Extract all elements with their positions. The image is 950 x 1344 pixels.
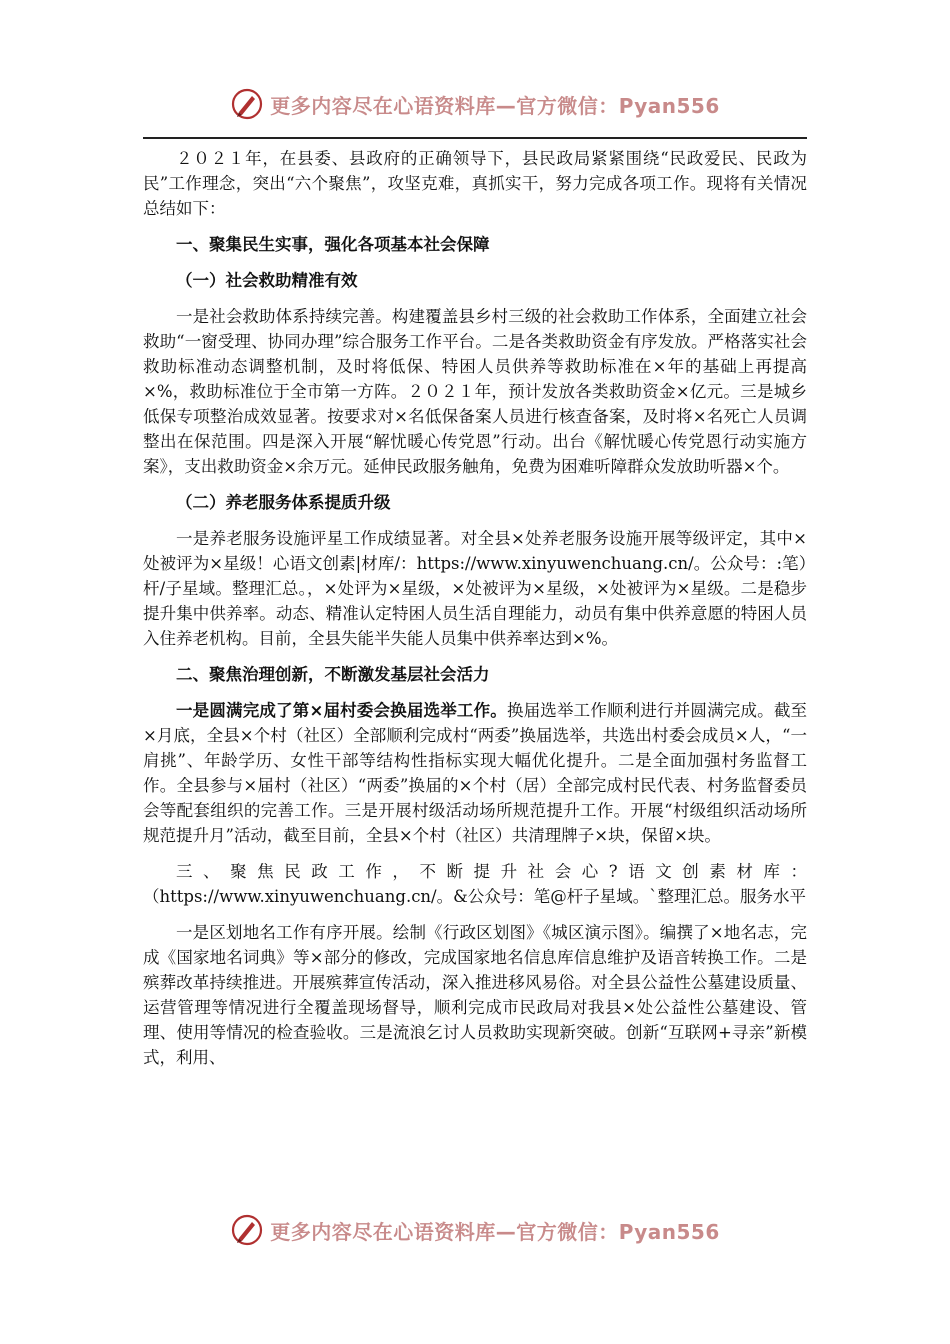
header-watermark-text: 更多内容尽在心语资料库—官方微信：Pyan556 — [270, 93, 720, 118]
section2-paragraph — [143, 698, 807, 848]
section2-heading: 二、聚焦治理创新，不断激发基层社会活力 — [176, 665, 490, 684]
section1-sub2-paragraph: 一是养老服务设施评星工作成绩显著。对全县×处养老服务设施开展等级评定，其中×处被评为×星级！心语文创素|材库/：https://www.xinyuwenchuang.cn/。公众号：:笔）杆/子星域。整理汇总。，×处评为×星级，×处被评为×星级，×处被评为×星级。二是稳步提升集中供养率。动态、精准认定特困人员生活自理能力，动员有集中供养意愿的特困人员入住养老机构。目前，全县失能半失能人员集中供养率达到×%。 — [143, 529, 807, 648]
intro-paragraph: ２０２１年，在县委、县政府的正确领导下，县民政局紧紧围绕“民政爱民、民政为民”工作理念，突出“六个聚焦”，攻坚克难，真抓实干，努力完成各项工作。现将有关情况总结如下： — [143, 149, 807, 218]
section2-text: 换届选举工作顺利进行并圆满完成。截至×月底，全县×个村（社区）全部顺利完成村“两委”换届选举，共选出村委会成员×人，“一肩挑”、年龄学历、女性干部等结构性指标实现大幅优化提升。二是全面加强村务监督工作。全县参与×届村（社区）“两委”换届的×个村（居）全部完成村民代表、村务监督委员会等配套组织的完善工作。三是开展村级活动场所规范提升工作。开展“村级组织活动场所规范提升月”活动，截至目前，全县×个村（社区）共清理牌子×块，保留×块。 — [143, 701, 808, 845]
footer-watermark-text: 更多内容尽在心语资料库—官方微信：Pyan556 — [270, 1219, 720, 1244]
pen-logo-icon — [230, 1213, 264, 1247]
section1-heading: 一、聚集民生实事，强化各项基本社会保障 — [176, 235, 490, 254]
section1-sub1-paragraph: 一是社会救助体系持续完善。构建覆盖县乡村三级的社会救助工作体系，全面建立社会救助“一窗受理、协同办理”综合服务工作平台。二是各类救助资金有序发放。严格落实社会救助标准动态调整机制，及时将低保、特困人员供养等救助标准在×年的基础上再提高×%，救助标准位于全市第一方阵。２０２１年，预计发放各类救助资金×亿元。三是城乡低保专项整治成效显著。按要求对×名低保备案人员进行核查备案，及时将×名死亡人员调整出在保范围。四是深入开展“解忧暖心传党恩”行动。出台《解忧暖心传党恩行动实施方案》，支出救助资金×余万元。延伸民政服务触角，免费为困难听障群众发放助听器×个。 — [143, 307, 807, 476]
document-body — [143, 146, 807, 1081]
section1-sub2-heading: （二）养老服务体系提质升级 — [176, 493, 391, 512]
section3-paragraph: 一是区划地名工作有序开展。绘制《行政区划图》《城区演示图》。编撰了×地名志，完成《国家地名词典》等×部分的修改，完成国家地名信息库信息维护及语音转换工作。二是殡葬改革持续推进。开展殡葬宣传活动，深入推进移风易俗。对全县公益性公墓建设质量、运营管理等情况进行全覆盖现场督导，顺利完成市民政局对我县×处公益性公墓建设、管理、使用等情况的检查验收。三是流浪乞讨人员救助实现新突破。创新“互联网+寻亲”新模式，利用、 — [143, 923, 807, 1067]
section1-sub1-heading: （一）社会救助精准有效 — [176, 271, 358, 290]
section3-heading: 三、聚焦民政工作，不断提升社会心?语文创素材库：（https://www.xinyuwenchuang.cn/。&公众号：笔@杆子星域。`整理汇总。服务水平 — [143, 862, 807, 906]
footer-watermark-banner — [0, 1210, 950, 1250]
pen-logo-icon — [230, 87, 264, 121]
header-watermark-banner — [0, 84, 950, 124]
section2-lead: 一是圆满完成了第×届村委会换届选举工作。 — [176, 701, 507, 720]
header-divider — [143, 137, 807, 139]
